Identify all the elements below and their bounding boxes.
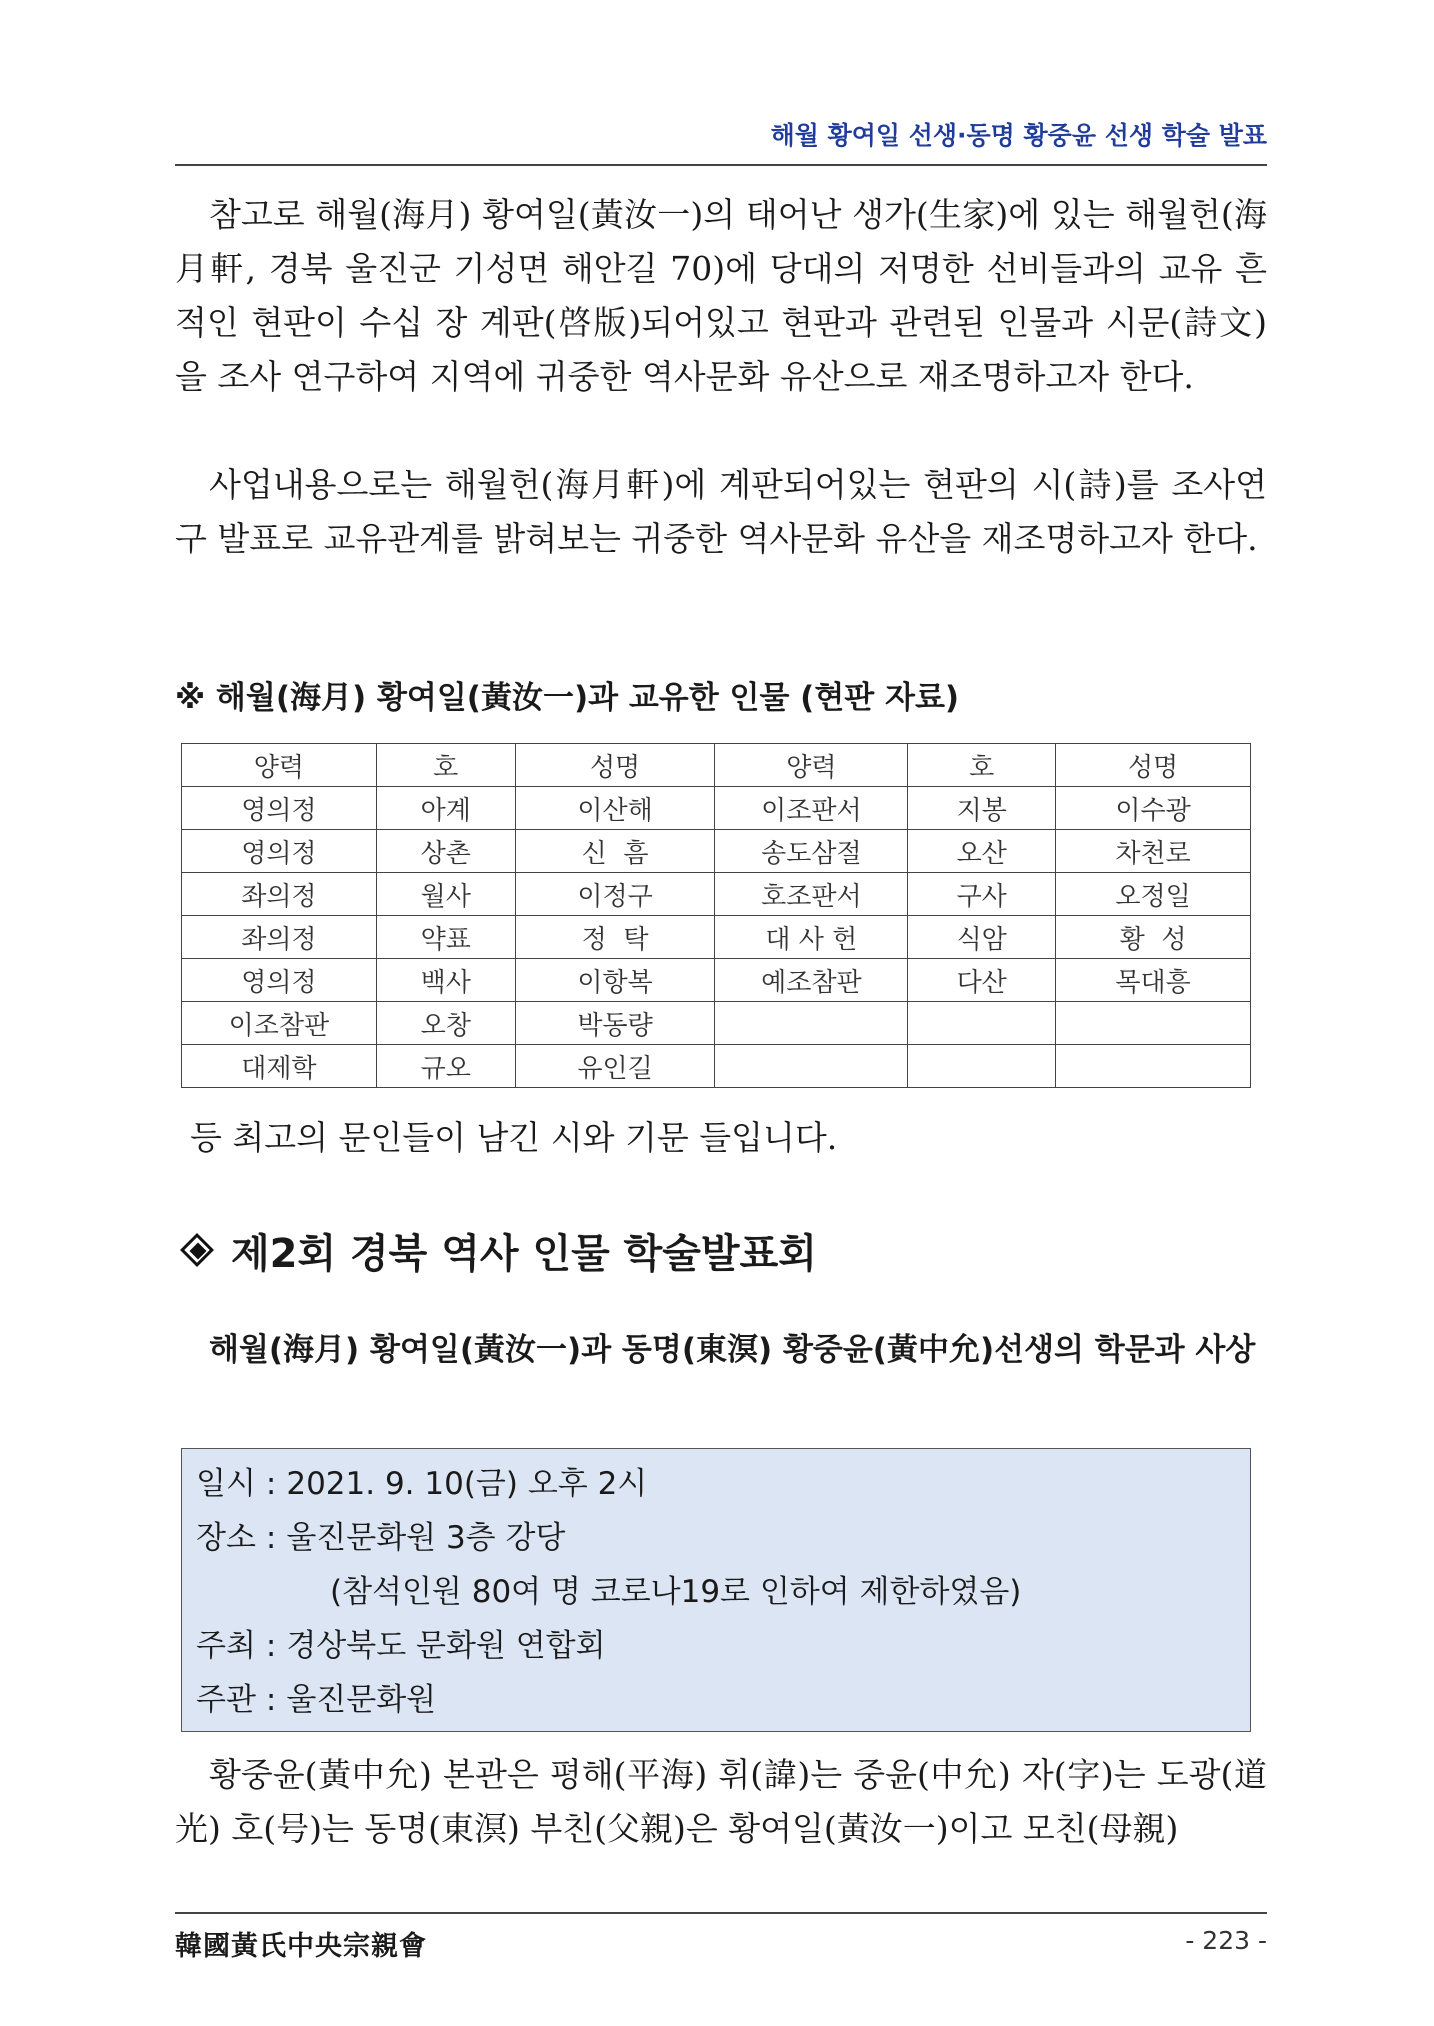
table-cell: 예조참판 [715, 959, 908, 1002]
section-subheading: 해월(海月) 황여일(黃汝一)과 동명(東溟) 황중윤(黃中允)선생의 학문과 사상 [209, 1332, 1256, 1368]
paragraph-hwang-jungyun: 황중윤(黃中允) 본관은 평해(平海) 휘(諱)는 중윤(中允) 자(字)는 도광(道光) 호(号)는 동명(東溟) 부친(父親)은 황여일(黃汝一)이고 모친(母親) [175, 1755, 1267, 1848]
table-cell: 대 사 헌 [715, 916, 908, 959]
table-cell [908, 1002, 1056, 1045]
diamond-icon [181, 1234, 215, 1268]
table-cell [1056, 1002, 1251, 1045]
table-cell: 이산해 [515, 787, 715, 830]
section-heading [175, 1222, 817, 1279]
info-value: 울진문화원 [286, 1682, 437, 1718]
table-row [182, 830, 1251, 873]
table-cell: 이정구 [515, 873, 715, 916]
table-row [182, 959, 1251, 1002]
table-cell: 목대흥 [1056, 959, 1251, 1002]
info-label: 일시 [196, 1466, 256, 1502]
info-value: 울진문화원 3층 강당 [286, 1520, 566, 1556]
table-cell: 대제학 [182, 1045, 377, 1088]
page-number: - 223 - [1185, 1926, 1267, 1955]
table-row [182, 916, 1251, 959]
paragraph-project: 사업내용으로는 해월헌(海月軒)에 계판되어있는 현판의 시(詩)를 조사연구 발표로 교유관계를 밝혀보는 귀중한 역사문화 유산을 재조명하고자 한다. [175, 465, 1267, 558]
table-cell: 월사 [376, 873, 515, 916]
table-header-row [182, 744, 1251, 787]
header-cell: 호 [908, 744, 1056, 787]
paragraph-intro: 참고로 해월(海月) 황여일(黃汝一)의 태어난 생가(生家)에 있는 해월헌(海月軒, 경북 울진군 기성면 해안길 70)에 당대의 저명한 선비들과의 교유 흔적인 현판이 수십 장 계판(啓版)되어있고 현판과 관련된 인물과 시문(詩文)을 조사 연구하여 지역에 귀중한 역사문화 유산으로 재조명하고자 한다. [175, 195, 1267, 396]
table-cell: 오정일 [1056, 873, 1251, 916]
table-cell: 지봉 [908, 787, 1056, 830]
table-row [182, 1045, 1251, 1088]
table-cell [1056, 1045, 1251, 1088]
table-cell: 송도삼절 [715, 830, 908, 873]
table-cell [715, 1002, 908, 1045]
table-cell: 규오 [376, 1045, 515, 1088]
table-cell: 다산 [908, 959, 1056, 1002]
table-cell [908, 1045, 1056, 1088]
table-cell: 영의정 [182, 959, 377, 1002]
people-table [181, 743, 1251, 1088]
event-attendance-row [196, 1565, 1250, 1619]
table-cell: 영의정 [182, 787, 377, 830]
table-cell: 구사 [908, 873, 1056, 916]
table-cell: 영의정 [182, 830, 377, 873]
table-row [182, 1002, 1251, 1045]
table-cell: 신 흠 [515, 830, 715, 873]
table-cell: 박동량 [515, 1002, 715, 1045]
table-cell: 오창 [376, 1002, 515, 1045]
event-info-box [181, 1448, 1251, 1732]
header-cell: 호 [376, 744, 515, 787]
header-title: 해월 황여일 선생·동명 황중윤 선생 학술 발표 [770, 121, 1267, 150]
table-cell: 상촌 [376, 830, 515, 873]
info-value: 2021. 9. 10(금) 오후 2시 [286, 1466, 648, 1502]
table-cell: 좌의정 [182, 873, 377, 916]
event-organizer-row: 주관 : 울진문화원 [196, 1673, 1250, 1727]
event-host-row: 주최 : 경상북도 문화원 연합회 [196, 1619, 1250, 1673]
header-cell: 성명 [1056, 744, 1251, 787]
table-cell: 호조판서 [715, 873, 908, 916]
info-label: 주관 [196, 1682, 256, 1718]
table-cell: 약표 [376, 916, 515, 959]
table-row [182, 873, 1251, 916]
header-cell: 양력 [182, 744, 377, 787]
table-cell: 차천로 [1056, 830, 1251, 873]
event-place-row: 장소 : 울진문화원 3층 강당 [196, 1511, 1250, 1565]
page-header [175, 112, 1267, 166]
info-label: 장소 [196, 1520, 256, 1556]
table-cell: 황 성 [1056, 916, 1251, 959]
footer-divider [175, 1912, 1267, 1914]
table-cell: 이조판서 [715, 787, 908, 830]
table-cell: 이항복 [515, 959, 715, 1002]
table-cell [715, 1045, 908, 1088]
section-heading-text: 제2회 경북 역사 인물 학술발표회 [231, 1231, 817, 1277]
table-cell: 백사 [376, 959, 515, 1002]
header-cell: 성명 [515, 744, 715, 787]
table-cell: 이조참판 [182, 1002, 377, 1045]
info-value: 경상북도 문화원 연합회 [286, 1628, 606, 1664]
table-cell: 좌의정 [182, 916, 377, 959]
table-cell: 정 탁 [515, 916, 715, 959]
info-value: (참석인원 80여 명 코로나19로 인하여 제한하였음) [330, 1574, 1022, 1610]
event-date-row: 일시 : 2021. 9. 10(금) 오후 2시 [196, 1457, 1250, 1511]
table-cell: 유인길 [515, 1045, 715, 1088]
table-row [182, 787, 1251, 830]
table-cell: 이수광 [1056, 787, 1251, 830]
footer-organization: 韓國黃氏中央宗親會 [175, 1931, 427, 1962]
table-cell: 식암 [908, 916, 1056, 959]
paragraph-after-table: 등 최고의 문인들이 남긴 시와 기문 들입니다. [190, 1118, 838, 1157]
table-cell: 오산 [908, 830, 1056, 873]
header-cell: 양력 [715, 744, 908, 787]
info-label: 주최 [196, 1628, 256, 1664]
table-cell: 아계 [376, 787, 515, 830]
table-caption: ※ 해월(海月) 황여일(黃汝一)과 교유한 인물 (현판 자료) [175, 680, 960, 716]
